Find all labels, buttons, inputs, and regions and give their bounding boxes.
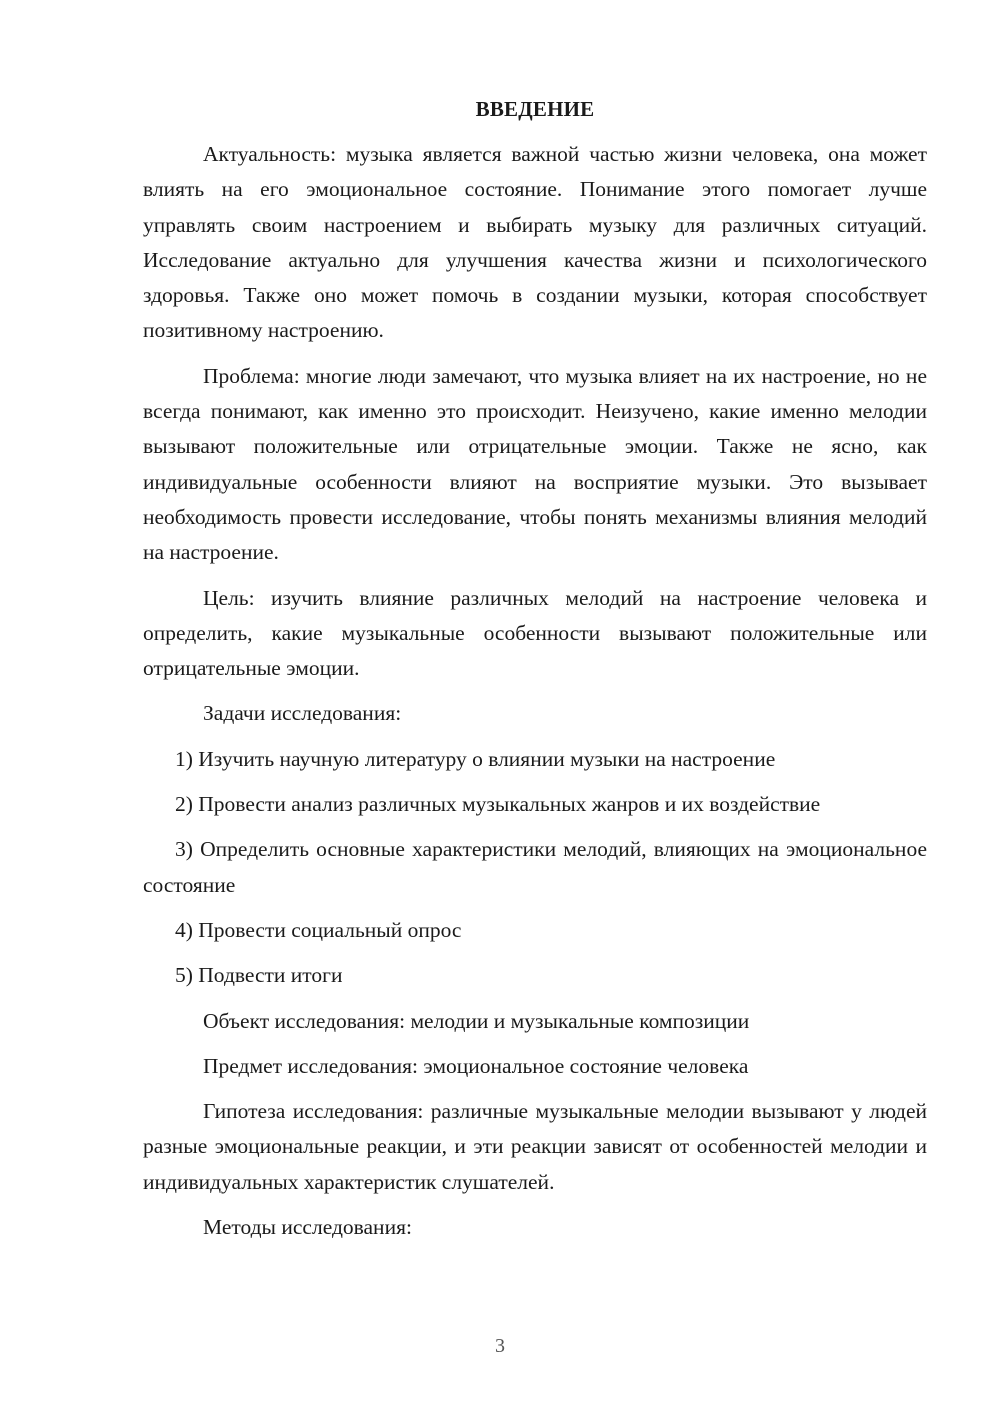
task-item-4: 4) Провести социальный опрос (175, 917, 462, 942)
task-item-1: 1) Изучить научную литературу о влиянии музыки на настроение (175, 746, 776, 771)
goal-paragraph: Цель: изучить влияние различных мелодий на настроение человека и определить, какие музыкальные особенности вызывают положительные или отрицательные эмоции. (143, 585, 927, 681)
section-title: ВВЕДЕНИЕ (475, 97, 595, 121)
object-paragraph: Объект исследования: мелодии и музыкальные композиции (203, 1008, 750, 1033)
document-page (143, 92, 927, 1245)
task-item-2: 2) Провести анализ различных музыкальных жанров и их воздействие (175, 792, 821, 817)
relevance-paragraph: Актуальность: музыка является важной частью жизни человека, она может влиять на его эмоциональное состояние. Понимание этого помогает лучше управлять своим настроением и выбирать музыку для различных ситуаций. Исследование актуально для улучшения качества жизни и психологического здоровья. Также оно может помочь в создании музыки, которая способствует позитивному настроению. (143, 142, 927, 343)
subject-paragraph: Предмет исследования: эмоциональное состояние человека (203, 1053, 749, 1078)
tasks-heading: Задачи исследования: (203, 701, 402, 726)
task-item-3: 3) Определить основные характеристики мелодий, влияющих на эмоциональное состояние (143, 837, 927, 897)
methods-heading: Методы исследования: (203, 1215, 412, 1240)
problem-paragraph: Проблема: многие люди замечают, что музыка влияет на их настроение, но не всегда понимают, как именно это происходит. Неизучено, какие именно мелодии вызывают положительные или отрицательные эмоции. Также не ясно, как индивидуальные особенности влияют на восприятие музыки. Это вызывает необходимость провести исследование, чтобы понять механизмы влияния мелодий на настроение. (143, 363, 927, 565)
task-item-5: 5) Подвести итоги (175, 963, 343, 988)
page-number: 3 (495, 1335, 505, 1357)
hypothesis-paragraph: Гипотеза исследования: различные музыкальные мелодии вызывают у людей разные эмоциональные реакции, и эти реакции зависят от особенностей мелодии и индивидуальных характеристик слушателей. (143, 1099, 927, 1194)
